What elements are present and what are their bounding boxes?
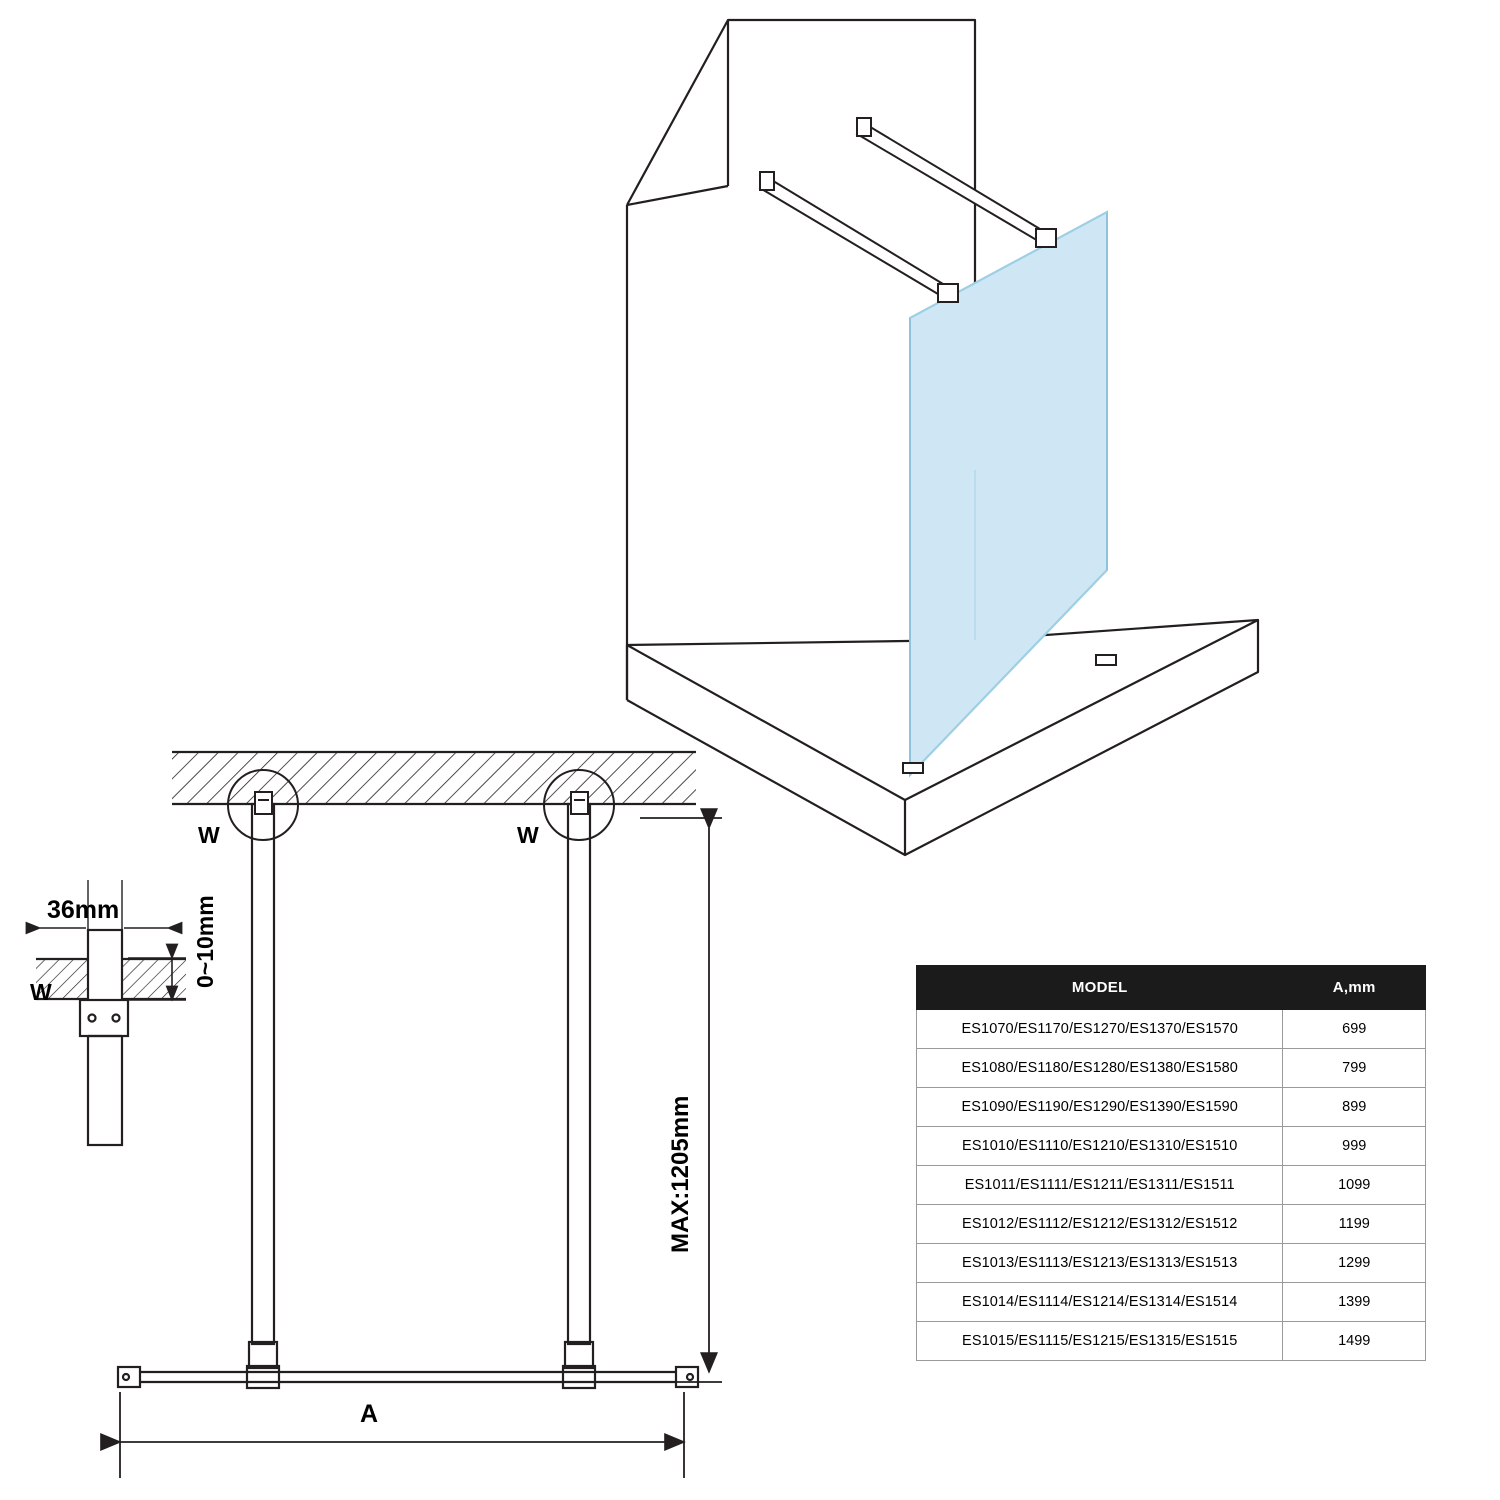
cell-model: ES1070/ES1170/ES1270/ES1370/ES1570 [917,1010,1283,1049]
cell-a-value: 999 [1283,1127,1426,1166]
cell-a-value: 1399 [1283,1283,1426,1322]
table-row [917,1322,1426,1361]
cell-a-value: 1299 [1283,1244,1426,1283]
table-row [917,1127,1426,1166]
cell-a-value: 1099 [1283,1166,1426,1205]
cell-a-value: 799 [1283,1049,1426,1088]
dimension-a-width [120,1392,684,1478]
glass-bottom-profile [118,1367,698,1387]
cell-model: ES1014/ES1114/ES1214/ES1314/ES1514 [917,1283,1283,1322]
column-header-a-mm: A,mm [1283,966,1426,1010]
table-row [917,1244,1426,1283]
cell-model: ES1015/ES1115/ES1215/ES1315/ES1515 [917,1322,1283,1361]
cell-a-value: 1199 [1283,1205,1426,1244]
label-bracket-w-right: W [517,822,539,848]
cell-model: ES1080/ES1180/ES1280/ES1380/ES1580 [917,1049,1283,1088]
table-row [917,1088,1426,1127]
cell-model: ES1012/ES1112/ES1212/ES1312/ES1512 [917,1205,1283,1244]
table-row [917,1205,1426,1244]
cell-model: ES1090/ES1190/ES1290/ES1390/ES1590 [917,1088,1283,1127]
vertical-bar-right [563,804,595,1388]
table-row [917,1166,1426,1205]
cell-a-value: 699 [1283,1010,1426,1049]
label-gap-range: 0~10mm [192,895,218,988]
cell-model: ES1010/ES1110/ES1210/ES1310/ES1510 [917,1127,1283,1166]
model-spec-table [916,965,1426,1361]
label-max-height: MAX:1205mm [667,1095,694,1253]
label-dimension-a: A [360,1400,379,1428]
ceiling-hatch [172,752,696,804]
support-bar-rear [857,118,1056,247]
support-bar-front [760,172,958,302]
table-row [917,1283,1426,1322]
table-row [917,1010,1426,1049]
table-body [917,1010,1426,1361]
cell-model: ES1011/ES1111/ES1211/ES1311/ES1511 [917,1166,1283,1205]
cell-a-value: 1499 [1283,1322,1426,1361]
table-row [917,1049,1426,1088]
label-36mm: 36mm [47,896,120,924]
column-header-model: MODEL [917,966,1283,1010]
vertical-bar-left [247,804,279,1388]
cell-model: ES1013/ES1113/ES1213/ES1313/ES1513 [917,1244,1283,1283]
table-header-row [917,966,1426,1010]
label-bracket-w-left: W [198,822,220,848]
label-bracket-w-detail: W [30,979,52,1005]
cell-a-value: 899 [1283,1088,1426,1127]
